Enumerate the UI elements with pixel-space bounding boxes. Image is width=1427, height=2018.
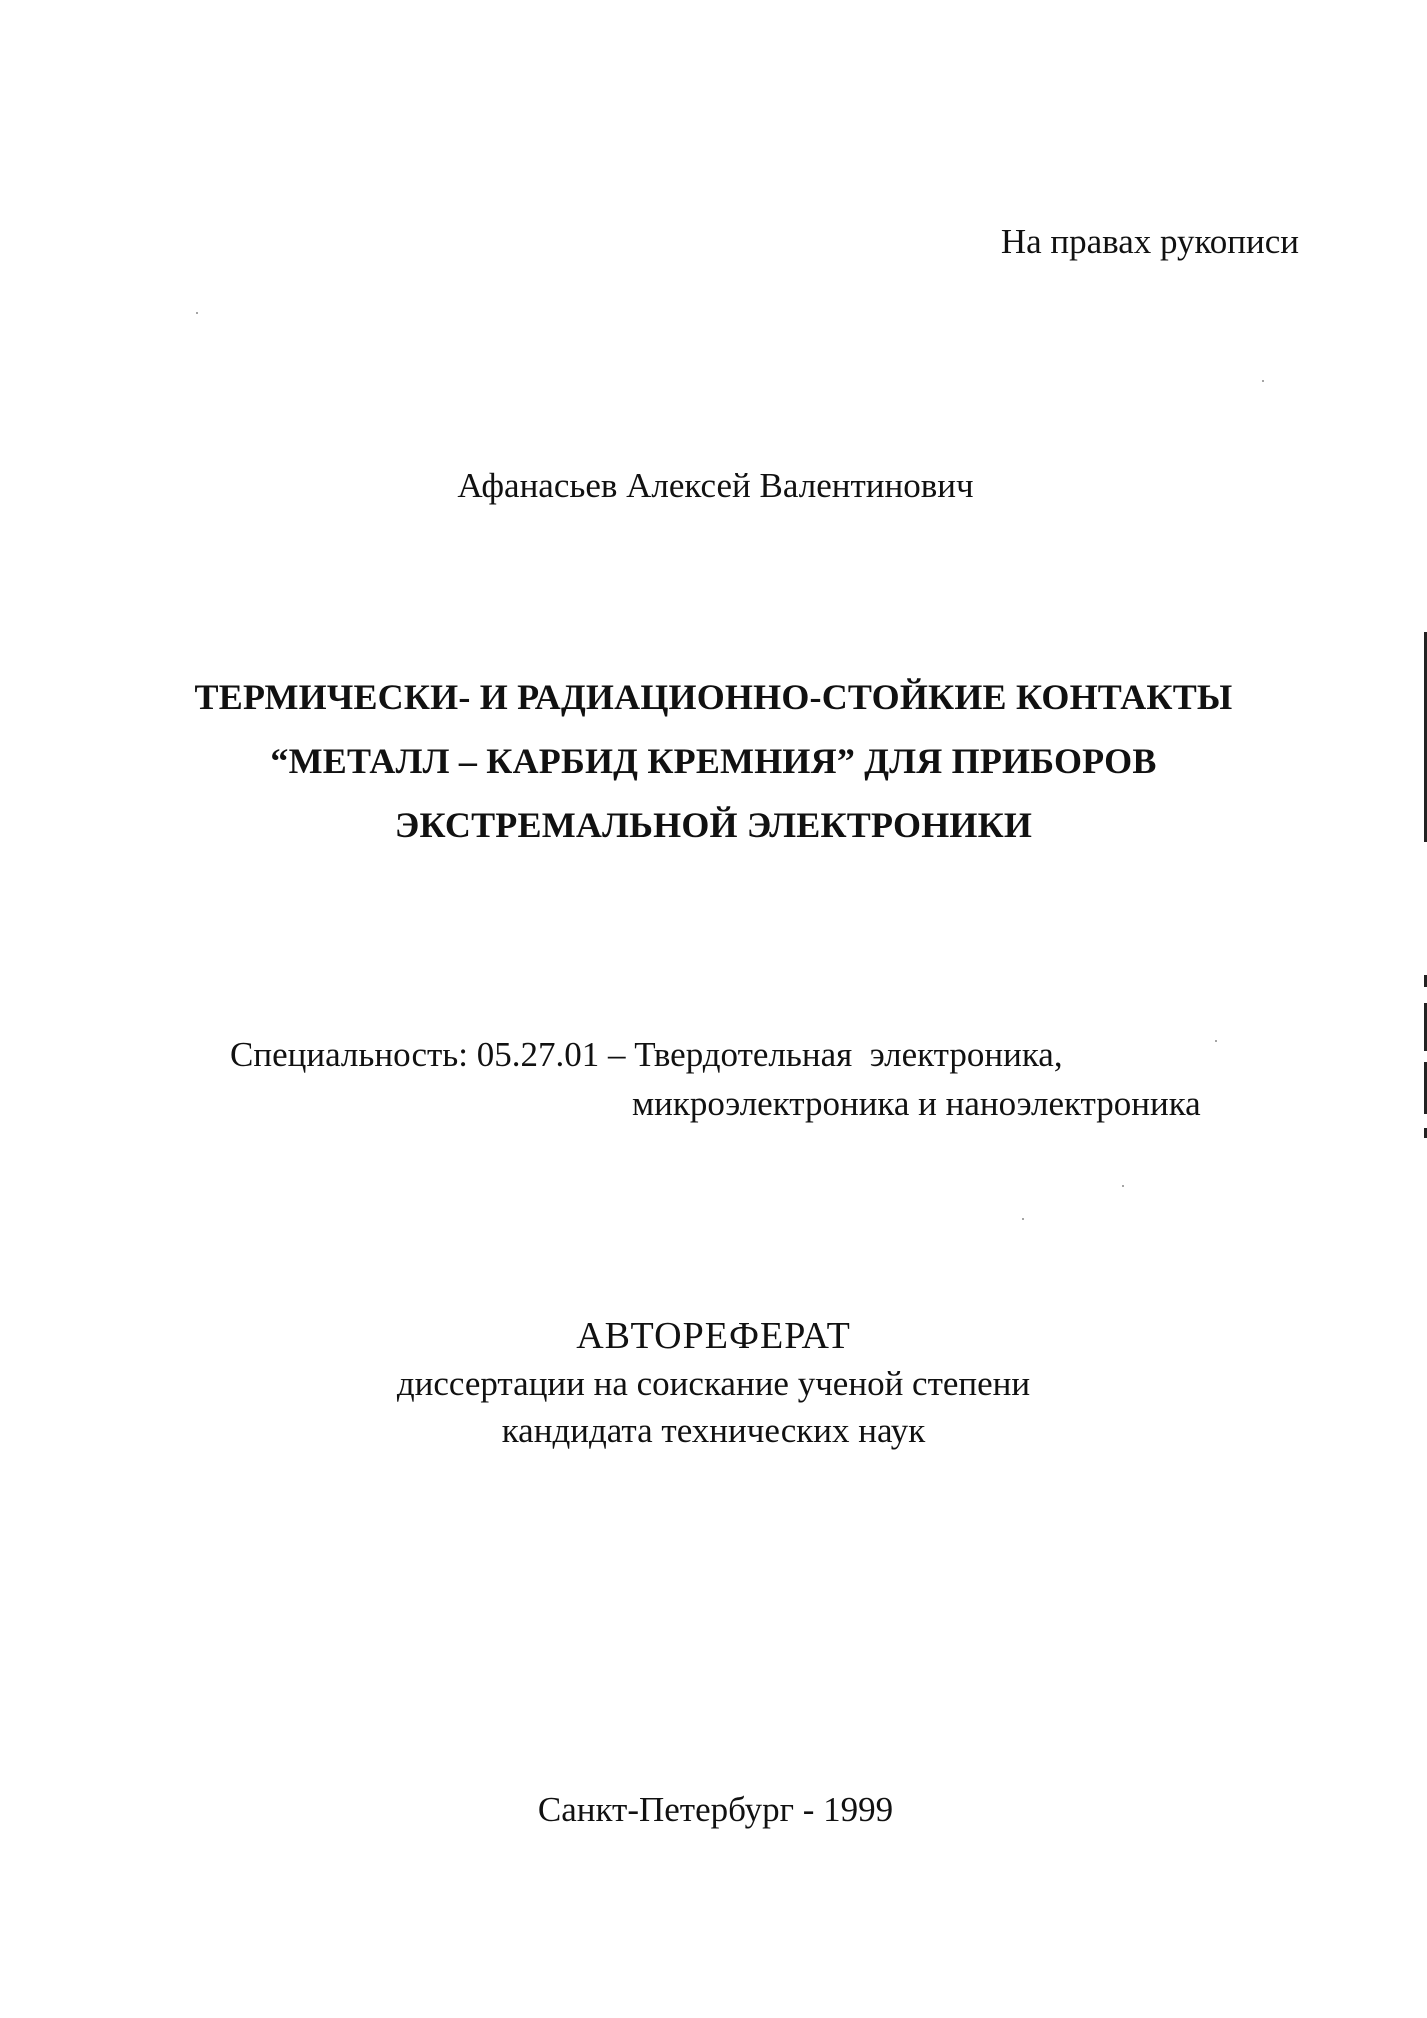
scan-speck (196, 312, 198, 314)
specialty-block (230, 1030, 1201, 1128)
scan-speck (1262, 380, 1264, 382)
abstract-line-1: диссертации на соискание ученой степени (396, 1364, 1031, 1403)
scan-speck (1215, 1040, 1217, 1042)
abstract-heading: АВТОРЕФЕРАТ (576, 1315, 851, 1357)
specialty-line-1: Специальность: 05.27.01 – Твердотельная электроника, (230, 1035, 1063, 1074)
scan-speck (1122, 1185, 1124, 1187)
title-line: “МЕТАЛЛ – КАРБИД КРЕМНИЯ” ДЛЯ ПРИБОРОВ (270, 741, 1157, 781)
abstract-line-2: кандидата технических наук (501, 1411, 926, 1450)
title-line: ТЕРМИЧЕСКИ- И РАДИАЦИОННО-СТОЙКИЕ КОНТАКТЫ (194, 677, 1233, 717)
abstract-block (0, 1313, 1427, 1454)
city-year: Санкт-Петербург - 1999 (537, 1790, 894, 1829)
author-name: Афанасьев Алексей Валентинович (457, 466, 974, 505)
scan-speck (1022, 1218, 1024, 1220)
dissertation-title (0, 665, 1427, 857)
manuscript-note: На правах рукописи (1000, 222, 1299, 261)
specialty-line-2: микроэлектроника и наноэлектроника (632, 1084, 1201, 1123)
title-line: ЭКСТРЕМАЛЬНОЙ ЭЛЕКТРОНИКИ (394, 805, 1033, 845)
